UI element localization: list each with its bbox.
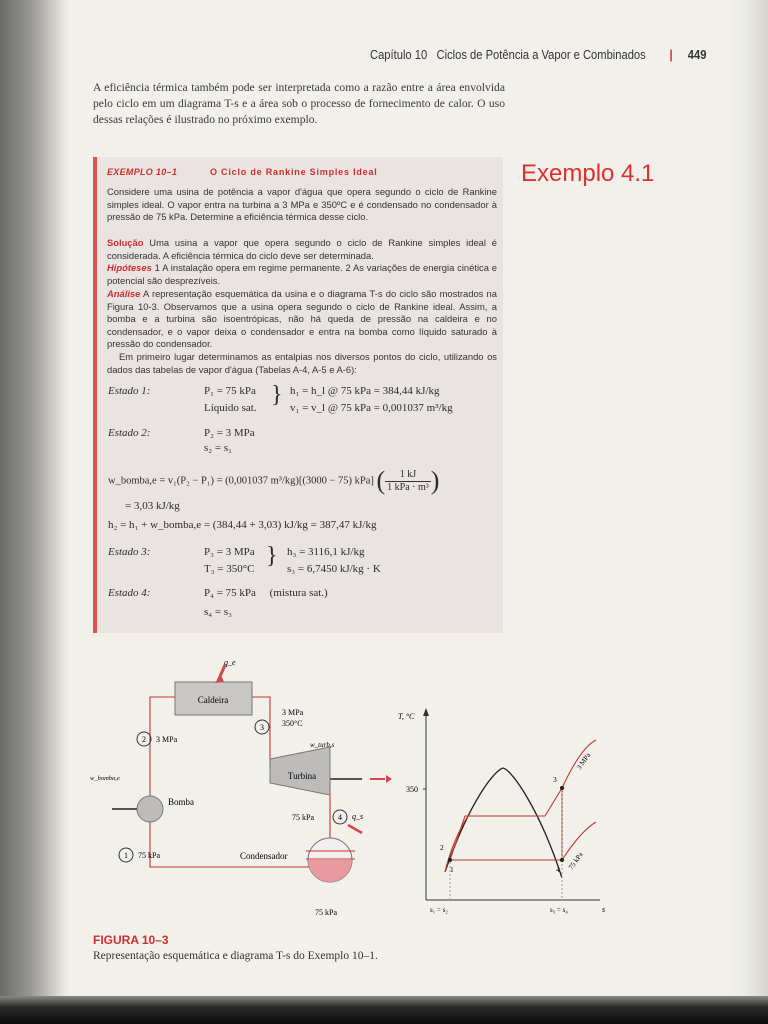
turbine-label: Turbina	[287, 771, 317, 781]
point-1	[448, 858, 452, 862]
node-3-temperature: 350°C	[282, 719, 303, 728]
state3-brace: }	[266, 543, 278, 569]
chapter-title: Ciclos de Potência a Vapor e Combinados	[436, 47, 646, 62]
point-3	[560, 786, 564, 790]
chapter-number: Capítulo 10	[370, 47, 428, 62]
state3-temperature: T₃ = 350°C	[204, 563, 255, 575]
solution-paragraph	[107, 237, 497, 262]
handwritten-example-note: Exemplo 4.1	[521, 160, 655, 187]
frac-denominator: 1 kPa · m³	[387, 481, 429, 493]
figure-title: FIGURA 10–3	[93, 933, 169, 947]
point-4-label: 4	[556, 865, 560, 874]
ts-diagram	[390, 700, 615, 930]
state1-pressure: P₁ = 75 kPa	[204, 385, 256, 397]
isobar-high-label: 3 MPa	[575, 751, 593, 772]
page-binding-shadow	[0, 0, 70, 1024]
state3-enthalpy: h₃ = 3116,1 kJ/kg	[287, 546, 365, 558]
isobar-low-label: 75 kPa	[567, 850, 585, 872]
state1-volume: v₁ = v_l @ 75 kPa = 0,001037 m³/kg	[290, 402, 453, 414]
node-3-pressure: 3 MPa	[282, 708, 304, 717]
intro-paragraph: A eficiência térmica também pode ser interpretada como a razão entre a área envolvida pelo ciclo em um diagrama T-s e a área sob o processo de fornecimento de calor. O uso dessas relações é ilustrado no próximo exemplo.	[93, 81, 505, 126]
state3-label: Estado 3:	[108, 546, 151, 558]
state2-entropy: s₂ = s₁	[204, 442, 232, 454]
condenser-label: Condensador	[240, 851, 288, 861]
state3-entropy: s₃ = 6,7450 kJ/kg · K	[287, 563, 381, 575]
pump-work-expr: w_bomba,e = v₁(P₂ − P₁) = (0,001037 m³/kg)[(3000 − 75) kPa]	[108, 475, 374, 487]
pipe-pump-to-boiler	[150, 697, 175, 809]
example-heading	[107, 167, 378, 177]
turbine-work-label: w_turb,s	[310, 741, 335, 749]
state2-label: Estado 2:	[108, 427, 151, 439]
s-axis-label: s	[602, 905, 606, 914]
pump-label: Bomba	[168, 797, 194, 807]
state1-label: Estado 1:	[108, 385, 151, 397]
point-1-label: 1	[450, 865, 454, 874]
node-2-pressure: 3 MPa	[156, 735, 178, 744]
analysis-label: Análise	[107, 288, 141, 299]
s-right-label: s₃ = s₄	[550, 906, 568, 914]
node-1-label: 1	[124, 851, 128, 860]
pump-work-equation	[108, 466, 439, 496]
node-4-pressure: 75 kPa	[292, 813, 314, 822]
state2-pressure: P₂ = 3 MPa	[204, 427, 255, 439]
scanner-bottom-edge	[0, 996, 768, 1024]
hypotheses-text: 1 A instalação opera em regime permanente. 2 As variações de energia cinética e potencial são desprezíveis.	[107, 262, 497, 286]
state1-liquid: Líquido sat.	[204, 402, 257, 414]
pump-body	[137, 796, 163, 822]
page-edge-shadow	[728, 0, 768, 1024]
analysis-text: A representação esquemática da usina e o diagrama T-s do ciclo são mostrados na Figura 10-3. Observamos que a usina opera segundo o ciclo de Rankine ideal. Assim, a bomba e a turbina são isoentrópicas, não há queda de pressão na caldeira e no condensador, e o vapor deixa o condensador e entra na bomba como líquido saturado à pressão do condensador.	[107, 288, 497, 350]
hypotheses-paragraph	[107, 262, 497, 287]
boiler-label: Caldeira	[197, 695, 229, 705]
condenser-bottom-pressure: 75 kPa	[315, 908, 337, 917]
node-1-pressure: 75 kPa	[138, 851, 160, 860]
node-2-label: 2	[142, 735, 146, 744]
state4-label: Estado 4:	[108, 587, 151, 599]
solution-text: Uma usina a vapor que opera segundo o ciclo de Rankine simples ideal é considerada. A eficiência térmica do ciclo deve ser determinada.	[107, 237, 497, 261]
header-separator: |	[669, 47, 673, 62]
example-statement: Considere uma usina de potência a vapor d'água que opera segundo o ciclo de Rankine simples ideal. O vapor entra na turbina a 3 MPa e 350ºC e é condensado no condensador à pressão de 75 kPa. Determine a eficiência térmica desse ciclo.	[107, 186, 497, 223]
heat-out-arrow	[348, 825, 362, 833]
t-axis-arrow	[423, 708, 429, 716]
page-number: 449	[687, 47, 707, 62]
solution-label: Solução	[107, 237, 144, 248]
example-box-stripe	[93, 157, 97, 633]
state3-pressure: P₃ = 3 MPa	[204, 546, 255, 558]
analysis-paragraph	[107, 288, 497, 351]
t-tick-350: 350	[406, 785, 418, 794]
heat-in-label: q_e	[224, 658, 236, 667]
t-axis-label: T, °C	[398, 712, 415, 721]
point-4	[560, 858, 564, 862]
example-label: EXEMPLO 10–1	[107, 167, 178, 177]
heat-addition-line	[450, 788, 562, 862]
hypotheses-label: Hipóteses	[107, 262, 152, 273]
state4-entropy: s₄ = s₃	[204, 606, 232, 618]
point-3-label: 3	[553, 775, 557, 784]
node-3-label: 3	[260, 723, 264, 732]
running-header	[370, 47, 706, 62]
h2-equation: h₂ = h₁ + w_bomba,e = (384,44 + 3,03) kJ/kg = 387,47 kJ/kg	[108, 519, 377, 531]
state1-brace: }	[271, 382, 283, 408]
condenser-liquid	[308, 860, 352, 882]
pump-work-result: = 3,03 kJ/kg	[125, 500, 180, 512]
node-4-label: 4	[338, 813, 342, 822]
frac-numerator: 1 kJ	[385, 469, 431, 482]
example-title: O Ciclo de Rankine Simples Ideal	[209, 167, 378, 177]
pump-work-label: w_bomba,e	[90, 775, 120, 782]
unit-conversion-fraction	[385, 469, 431, 494]
cycle-schematic	[90, 655, 410, 925]
figure-caption: Representação esquemática e diagrama T-s do Exemplo 10–1.	[93, 950, 378, 962]
enthalpy-paragraph: Em primeiro lugar determinamos as entalpias nos diversos pontos do ciclo, utilizando os dados das tabelas de vapor d'água (Tabelas A-4, A-5 e A-6):	[107, 351, 497, 375]
heat-out-label: q_s	[352, 812, 364, 821]
cycle-path	[445, 740, 596, 872]
state4-pressure: P₄ = 75 kPa (mistura sat.)	[204, 587, 328, 599]
frac-close-paren: )	[430, 466, 440, 495]
point-2-label: 2	[440, 843, 444, 852]
state1-enthalpy: h₁ = h_l @ 75 kPa = 384,44 kJ/kg	[290, 385, 440, 397]
s-left-label: s₁ = s₂	[430, 906, 448, 914]
frac-open-paren: (	[376, 466, 386, 495]
